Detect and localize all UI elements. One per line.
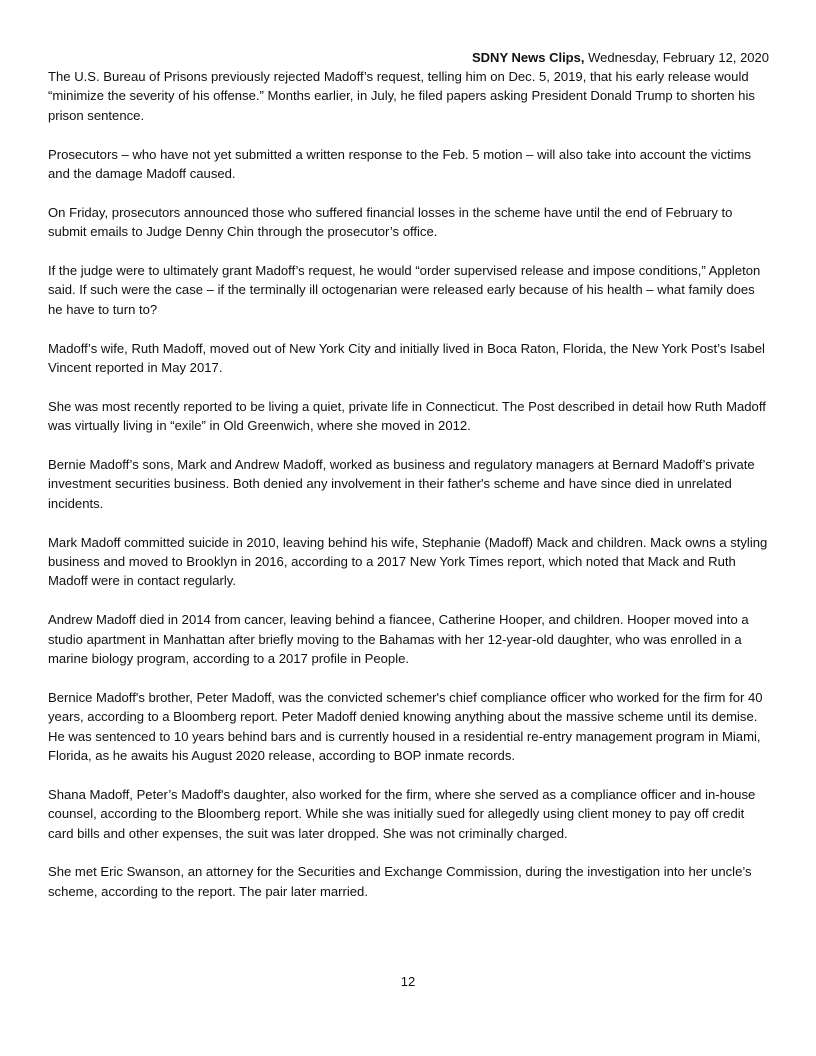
page-number: 12 (400, 974, 416, 989)
paragraph: If the judge were to ultimately grant Madoff’s request, he would “order supervised release and impose conditions,” Appleton said. If such were the case – if the terminally ill octogenarian were released early because of his health – what family does he have to turn to? (48, 263, 761, 317)
paragraph: The U.S. Bureau of Prisons previously rejected Madoff’s request, telling him on Dec. 5, 2019, that his early release would “minimize the severity of his offense.” Months earlier, in July, he filed papers asking President Donald Trump to shorten his prison sentence. (48, 69, 755, 123)
paragraph: Bernie Madoff’s sons, Mark and Andrew Madoff, worked as business and regulatory managers at Bernard Madoff’s private investment securities business. Both denied any involvement in their father's scheme and have since died in unrelated incidents. (48, 457, 755, 511)
publication-name: SDNY News Clips, (472, 50, 585, 65)
page-header (472, 49, 769, 66)
paragraph: Prosecutors – who have not yet submitted a written response to the Feb. 5 motion – will also take into account the victims and the damage Madoff caused. (48, 146, 752, 182)
paragraph: Madoff’s wife, Ruth Madoff, moved out of New York City and initially lived in Boca Raton, Florida, the New York Post’s Isabel Vincent reported in May 2017. (48, 340, 765, 376)
paragraph: Andrew Madoff died in 2014 from cancer, leaving behind a fiancee, Catherine Hooper, and children. Hooper moved into a studio apartment in Manhattan after briefly moving to the Bahamas with her 12-year-old daughter, who was enrolled in a marine biology program, according to a 2017 profile in People. (48, 612, 749, 667)
publication-date: Wednesday, February 12, 2020 (584, 50, 769, 65)
paragraph: Shana Madoff, Peter’s Madoff's daughter, also worked for the firm, where she served as a compliance officer and in-house counsel, according to the Bloomberg report. While she was initially sued for allegedly using client money to pay off credit card bills and other expenses, the suit was later dropped. She was not criminally charged. (48, 786, 756, 841)
article-body (48, 67, 770, 921)
paragraph: Mark Madoff committed suicide in 2010, leaving behind his wife, Stephanie (Madoff) Mack and children. Mack owns a styling business and moved to Brooklyn in 2016, according to a 2017 New York Times report, which noted that Mack and Ruth Madoff were in contact regularly. (48, 534, 768, 589)
paragraph: On Friday, prosecutors announced those who suffered financial losses in the scheme have until the end of February to submit emails to Judge Denny Chin through the prosecutor’s office. (48, 204, 733, 240)
paragraph: Bernice Madoff's brother, Peter Madoff, was the convicted schemer's chief compliance officer who worked for the firm for 40 years, according to a Bloomberg report. Peter Madoff denied knowing anything about the massive scheme until its demise. He was sentenced to 10 years behind bars and is currently housed in a residential re-entry management program in Miami, Florida, as he awaits his August 2020 release, according to BOP inmate records. (48, 689, 763, 764)
paragraph: She was most recently reported to be living a quiet, private life in Connecticut. The Post described in detail how Ruth Madoff was virtually living in “exile” in Old Greenwich, where she moved in 2012. (48, 398, 766, 434)
paragraph: She met Eric Swanson, an attorney for the Securities and Exchange Commission, during the investigation into her uncle’s scheme, according to the report. The pair later married. (48, 864, 752, 899)
